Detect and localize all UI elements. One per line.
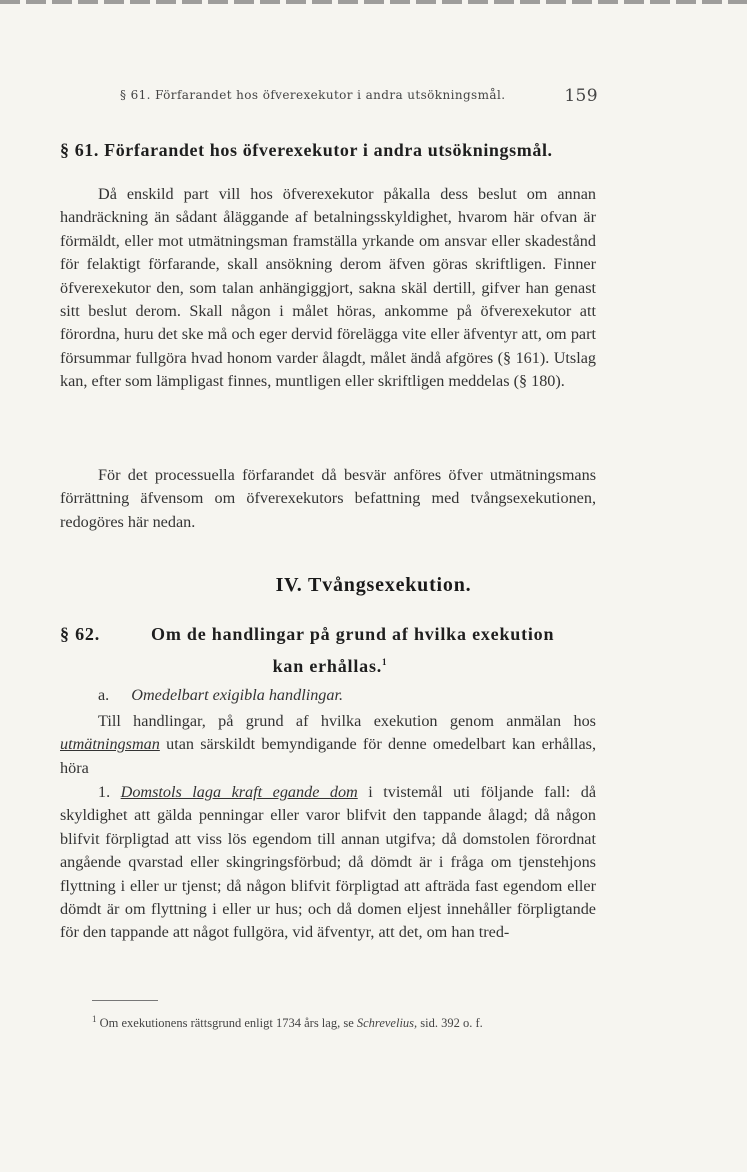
section-62-paragraph-2: 1. Domstols laga kraft egande dom i tvistemål uti följande fall: då skyldighet att gälda penningar eller varor blifvit den tappande ålagd; då någon blifvit förpligtad att viss lös egendom till annan utgifva; då domstolen förordnat angående qvarstad eller skingringsförbud; då dömdt är i fråga om tjenstehjons flyttning i eller ur tjenst; då någon blifvit förpligtad att afträda fast egendom eller dömdt är om flyttning i eller ur hus; och då domen eljest innehåller förpligtande för den tappande att något fullgöra, vid äfventyr, att det, om han tred- bbox=[60, 783, 597, 942]
footnote-reference: 1 bbox=[382, 657, 388, 667]
section-62-heading bbox=[60, 620, 600, 680]
list-number: 1. bbox=[98, 783, 111, 801]
section-61-paragraph-1: Då enskild part vill hos öfverexekutor påkalla dess beslut om annan handräckning än sådant åläggande af betalningsskyldighet, hvarom här ofvan är förmäldt, eller mot utmätningsman framställa yrkande om ansvar eller skadestånd för felaktigt förfarande, skall ansökning derom äfven göras skriftligen. Finner öfverexekutor den, som talan anhängiggjort, sakna skäl dertill, gifver han genast sitt beslut derom. Skall någon i målet höras, ankomme på öfverexekutor att förordna, huru det ske må och eger dervid förelägga vite eller äfventyr att, om part försummar fullgöra hvad honom varder ålagdt, målet ändå afgöres (§ 161). Utslag kan, efter som lämpligast finnes, muntligen eller skriftligen meddelas (§ 180). bbox=[60, 185, 596, 391]
section-62-number: § 62. bbox=[60, 624, 100, 644]
section-62-heading-line-2: kan erhållas. bbox=[272, 656, 383, 676]
item-a-heading bbox=[98, 686, 343, 705]
utmatningsman-emphasis: utmätningsman bbox=[60, 735, 160, 754]
footnote-mark: 1 bbox=[92, 1014, 97, 1024]
footnote-divider bbox=[92, 1000, 158, 1001]
running-head-title: § 61. Förfarandet hos öfverexekutor i andra utsökningsmål. bbox=[120, 88, 506, 102]
running-head bbox=[120, 86, 600, 106]
item-a-title: Omedelbart exigibla handlingar. bbox=[131, 686, 344, 704]
item-a-label: a. bbox=[98, 686, 110, 704]
page-number: 159 bbox=[564, 86, 598, 106]
section-61-paragraph-2: För det processuella förfarandet då besvär anföres öfver utmätningsmans förrättning äfvensom om öfverexekutors befattning med tvångsexekutionen, redogöres här nedan. bbox=[60, 466, 596, 531]
chapter-title: IV. Tvångsexekution. bbox=[275, 574, 472, 596]
footnote-author: Schrevelius, bbox=[356, 1016, 418, 1031]
footnote: $^1$ Om exekutionens rättsgrund enligt 1734 års lag, se Schrevelius, sid. 392 o. f. bbox=[92, 1014, 483, 1031]
section-62-heading-line-1: Om de handlingar på grund af hvilka exekution bbox=[151, 624, 555, 644]
section-61-heading: § 61. Förfarandet hos öfverexekutor i andra utsökningsmål. bbox=[60, 140, 553, 160]
section-62-paragraph-1: Till handlingar, på grund af hvilka exekution genom anmälan hos utmätningsman utan särskildt bemyndigande för denne omedelbart kan erhållas, höra bbox=[60, 712, 596, 777]
top-edge-rule bbox=[0, 0, 747, 4]
domstols-emphasis: Domstols laga kraft egande dom bbox=[120, 783, 358, 801]
